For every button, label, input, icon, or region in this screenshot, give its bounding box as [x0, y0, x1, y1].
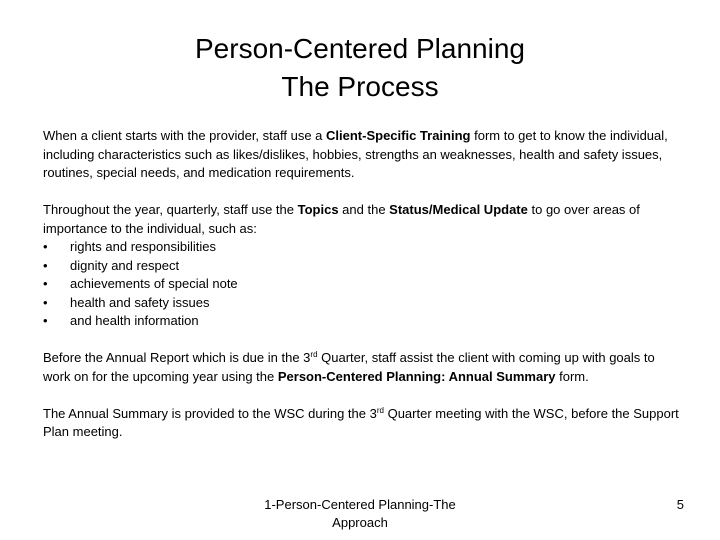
text: Quarter, staff assist the client with coming up with goals to work on for the upcoming year using the — [43, 350, 655, 384]
slide-title — [0, 30, 720, 106]
bullet-icon: • — [43, 313, 48, 328]
bullet-icon: • — [43, 239, 48, 254]
text: form to get to know the individual, including characteristics such as likes/dislikes, hobbies, strengths an weaknesses, health and safety issues, routines, special needs, and medication requirements. — [43, 128, 668, 180]
annual-summary-term: Person-Centered Planning: Annual Summary — [277, 368, 556, 384]
list-item — [43, 257, 683, 276]
text: Quarter meeting with the WSC, before the Support Plan meeting. — [43, 405, 679, 439]
ordinal-suffix: rd — [310, 350, 318, 359]
text: When a client starts with the provider, staff use a — [43, 128, 327, 143]
slide-body — [43, 127, 683, 460]
list-item-text: and health information — [70, 313, 199, 328]
list-item-text: rights and responsibilities — [70, 239, 216, 254]
title-line-1: Person-Centered Planning — [195, 33, 525, 64]
paragraph-quarterly — [43, 201, 683, 238]
list-item — [43, 312, 683, 331]
text: and the — [338, 202, 390, 217]
ordinal-suffix: rd — [376, 405, 384, 415]
list-item-text: dignity and respect — [70, 257, 180, 273]
text: Throughout the year, quarterly, staff use the — [43, 202, 298, 217]
text: to go over areas of importance to the individual, such as: — [43, 202, 640, 236]
list-item — [43, 294, 683, 313]
list-item-text: achievements of special note — [70, 276, 238, 291]
footer-title: 1-Person-Centered Planning-The Approach — [264, 497, 456, 530]
list-item — [43, 238, 683, 257]
paragraph-annual-summary — [43, 405, 683, 442]
title-line-2: The Process — [281, 71, 439, 102]
status-medical-update-term: Status/Medical Update — [389, 202, 528, 217]
bullet-icon: • — [43, 294, 48, 310]
bullet-list — [43, 238, 683, 331]
bullet-icon: • — [43, 276, 48, 291]
text: Before the Annual Report which is due in the 3 — [43, 350, 311, 365]
list-item — [43, 275, 683, 294]
page-number: 5 — [676, 497, 684, 512]
paragraph-client-start — [43, 127, 683, 183]
topics-term: Topics — [297, 202, 339, 217]
client-specific-training-term: Client-Specific Training — [326, 128, 471, 143]
paragraph-annual-report — [43, 349, 683, 386]
text: form. — [555, 368, 589, 384]
list-item-text: health and safety issues — [70, 294, 210, 310]
text: The Annual Summary is provided to the WSC during the 3 — [43, 405, 377, 421]
bullet-icon: • — [43, 257, 48, 273]
